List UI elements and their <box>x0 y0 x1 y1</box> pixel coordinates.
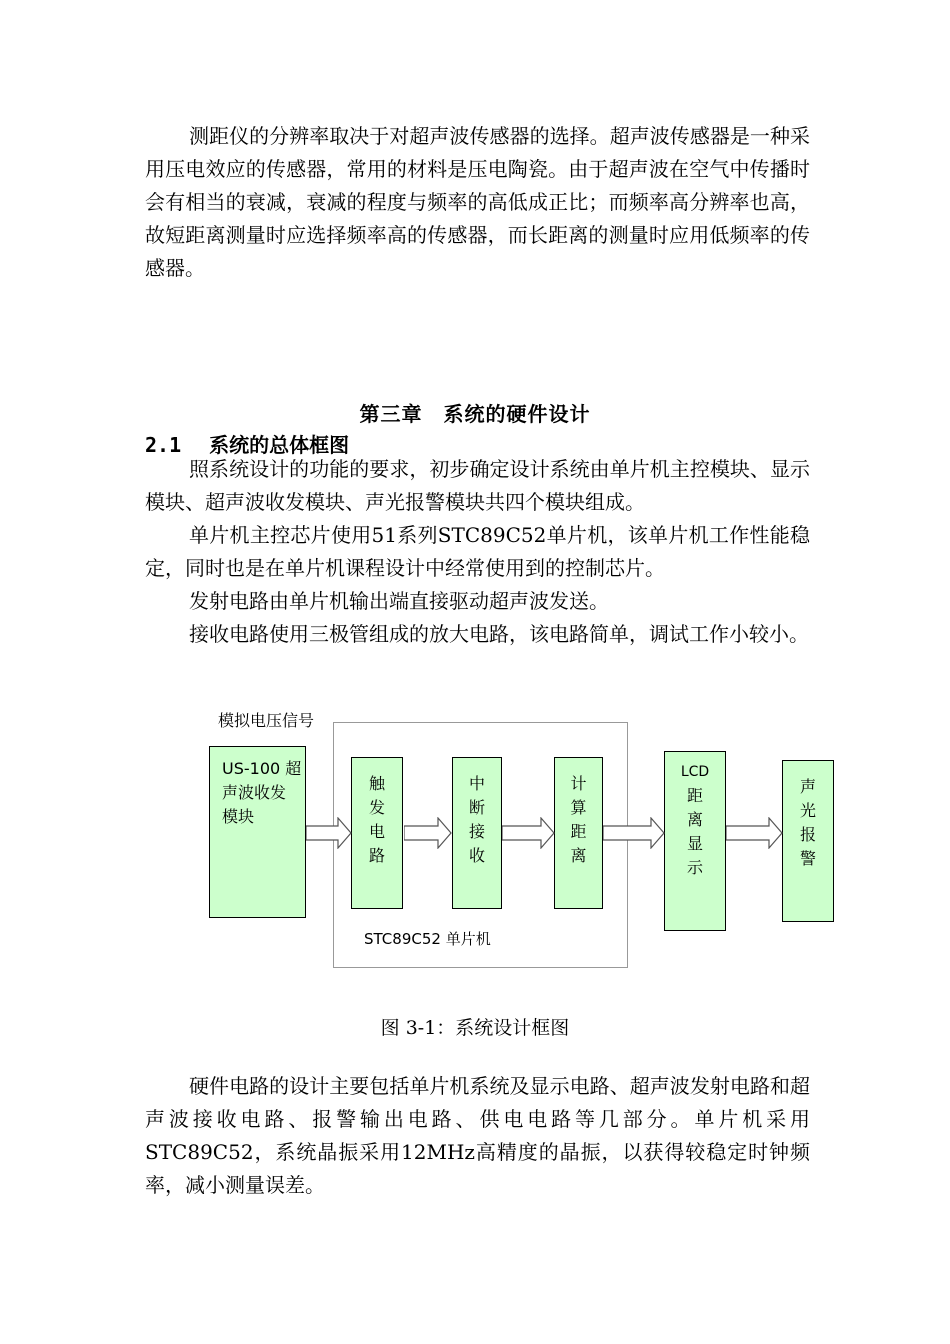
section-paragraph-2: 单片机主控芯片使用51系列STC89C52单片机，该单片机工作性能稳定，同时也是在单片机课程设计中经常使用到的控制芯片。 <box>145 523 810 580</box>
lcd-char-2: 距 <box>686 786 703 805</box>
arrow-trigger-to-interrupt <box>404 817 452 849</box>
section-title: 系统的总体框图 <box>209 433 350 457</box>
intro-paragraph: 测距仪的分辨率取决于对超声波传感器的选择。超声波传感器是一种采用压电效应的传感器，常用的材料是压电陶瓷。由于超声波在空气中传播时会有相当的衰减，衰减的程度与频率的高低成正比；而频率高分辨率也高，故短距离测量时应选择频率高的传感器，而长距离的测量时应用低频率的传感器。 <box>145 124 810 280</box>
arrow-lcd-to-alarm <box>726 817 783 849</box>
ultrasonic-module-block <box>209 746 306 918</box>
lcd-char-1: LCD <box>680 764 710 780</box>
compute-char-3: 距 <box>570 822 587 841</box>
compute-distance-block <box>554 757 603 909</box>
trigger-char-4: 路 <box>368 846 385 865</box>
interrupt-char-2: 断 <box>468 798 485 817</box>
alarm-char-1: 声 <box>799 777 816 796</box>
arrow-ultrasonic-to-trigger <box>306 817 352 849</box>
system-block-diagram <box>0 700 950 980</box>
alarm-char-3: 报 <box>799 825 816 844</box>
lcd-display-block <box>664 751 726 931</box>
figure-caption: 图 3-1：系统设计框图 <box>380 1017 570 1039</box>
trigger-circuit-block <box>351 757 403 909</box>
section-number: 2.1 <box>145 433 182 457</box>
alarm-char-4: 警 <box>799 849 816 868</box>
arrow-interrupt-to-compute <box>502 817 555 849</box>
interrupt-char-3: 接 <box>468 822 485 841</box>
interrupt-receive-block <box>452 757 502 909</box>
section-paragraph-1: 照系统设计的功能的要求，初步确定设计系统由单片机主控模块、显示模块、超声波收发模块、声光报警模块共四个模块组成。 <box>145 457 810 514</box>
lcd-char-5: 示 <box>686 858 703 877</box>
compute-char-2: 算 <box>570 798 587 817</box>
compute-char-1: 计 <box>570 774 587 793</box>
section-paragraph-4: 接收电路使用三极管组成的放大电路，该电路简单，调试工作小较小。 <box>189 622 809 646</box>
compute-char-4: 离 <box>570 846 587 865</box>
trigger-char-3: 电 <box>368 822 385 841</box>
alarm-char-2: 光 <box>799 801 816 820</box>
chapter-title: 第三章 系统的硬件设计 <box>359 402 591 426</box>
section-paragraph-3: 发射电路由单片机输出端直接驱动超声波发送。 <box>189 589 609 613</box>
ultrasonic-line-2: 声波收发 <box>222 783 287 802</box>
interrupt-char-4: 收 <box>468 846 485 865</box>
arrow-compute-to-lcd <box>603 817 665 849</box>
hardware-paragraph: 硬件电路的设计主要包括单片机系统及显示电路、超声波发射电路和超声波接收电路、报警输出电路、供电电路等几部分。单片机采用STC89C52，系统晶振采用12MHz高精度的晶振，以获得较稳定时钟频率，减小测量误差。 <box>145 1074 810 1197</box>
alarm-block <box>782 760 834 922</box>
mcu-label: STC89C52 单片机 <box>364 930 491 948</box>
trigger-char-2: 发 <box>368 798 385 817</box>
ultrasonic-line-1: US-100 超 <box>222 759 302 778</box>
ultrasonic-line-3: 模块 <box>222 807 255 826</box>
lcd-char-3: 离 <box>686 810 703 829</box>
trigger-char-1: 触 <box>368 774 385 793</box>
signal-label: 模拟电压信号 <box>218 711 315 730</box>
lcd-char-4: 显 <box>686 834 703 853</box>
interrupt-char-1: 中 <box>468 774 485 793</box>
